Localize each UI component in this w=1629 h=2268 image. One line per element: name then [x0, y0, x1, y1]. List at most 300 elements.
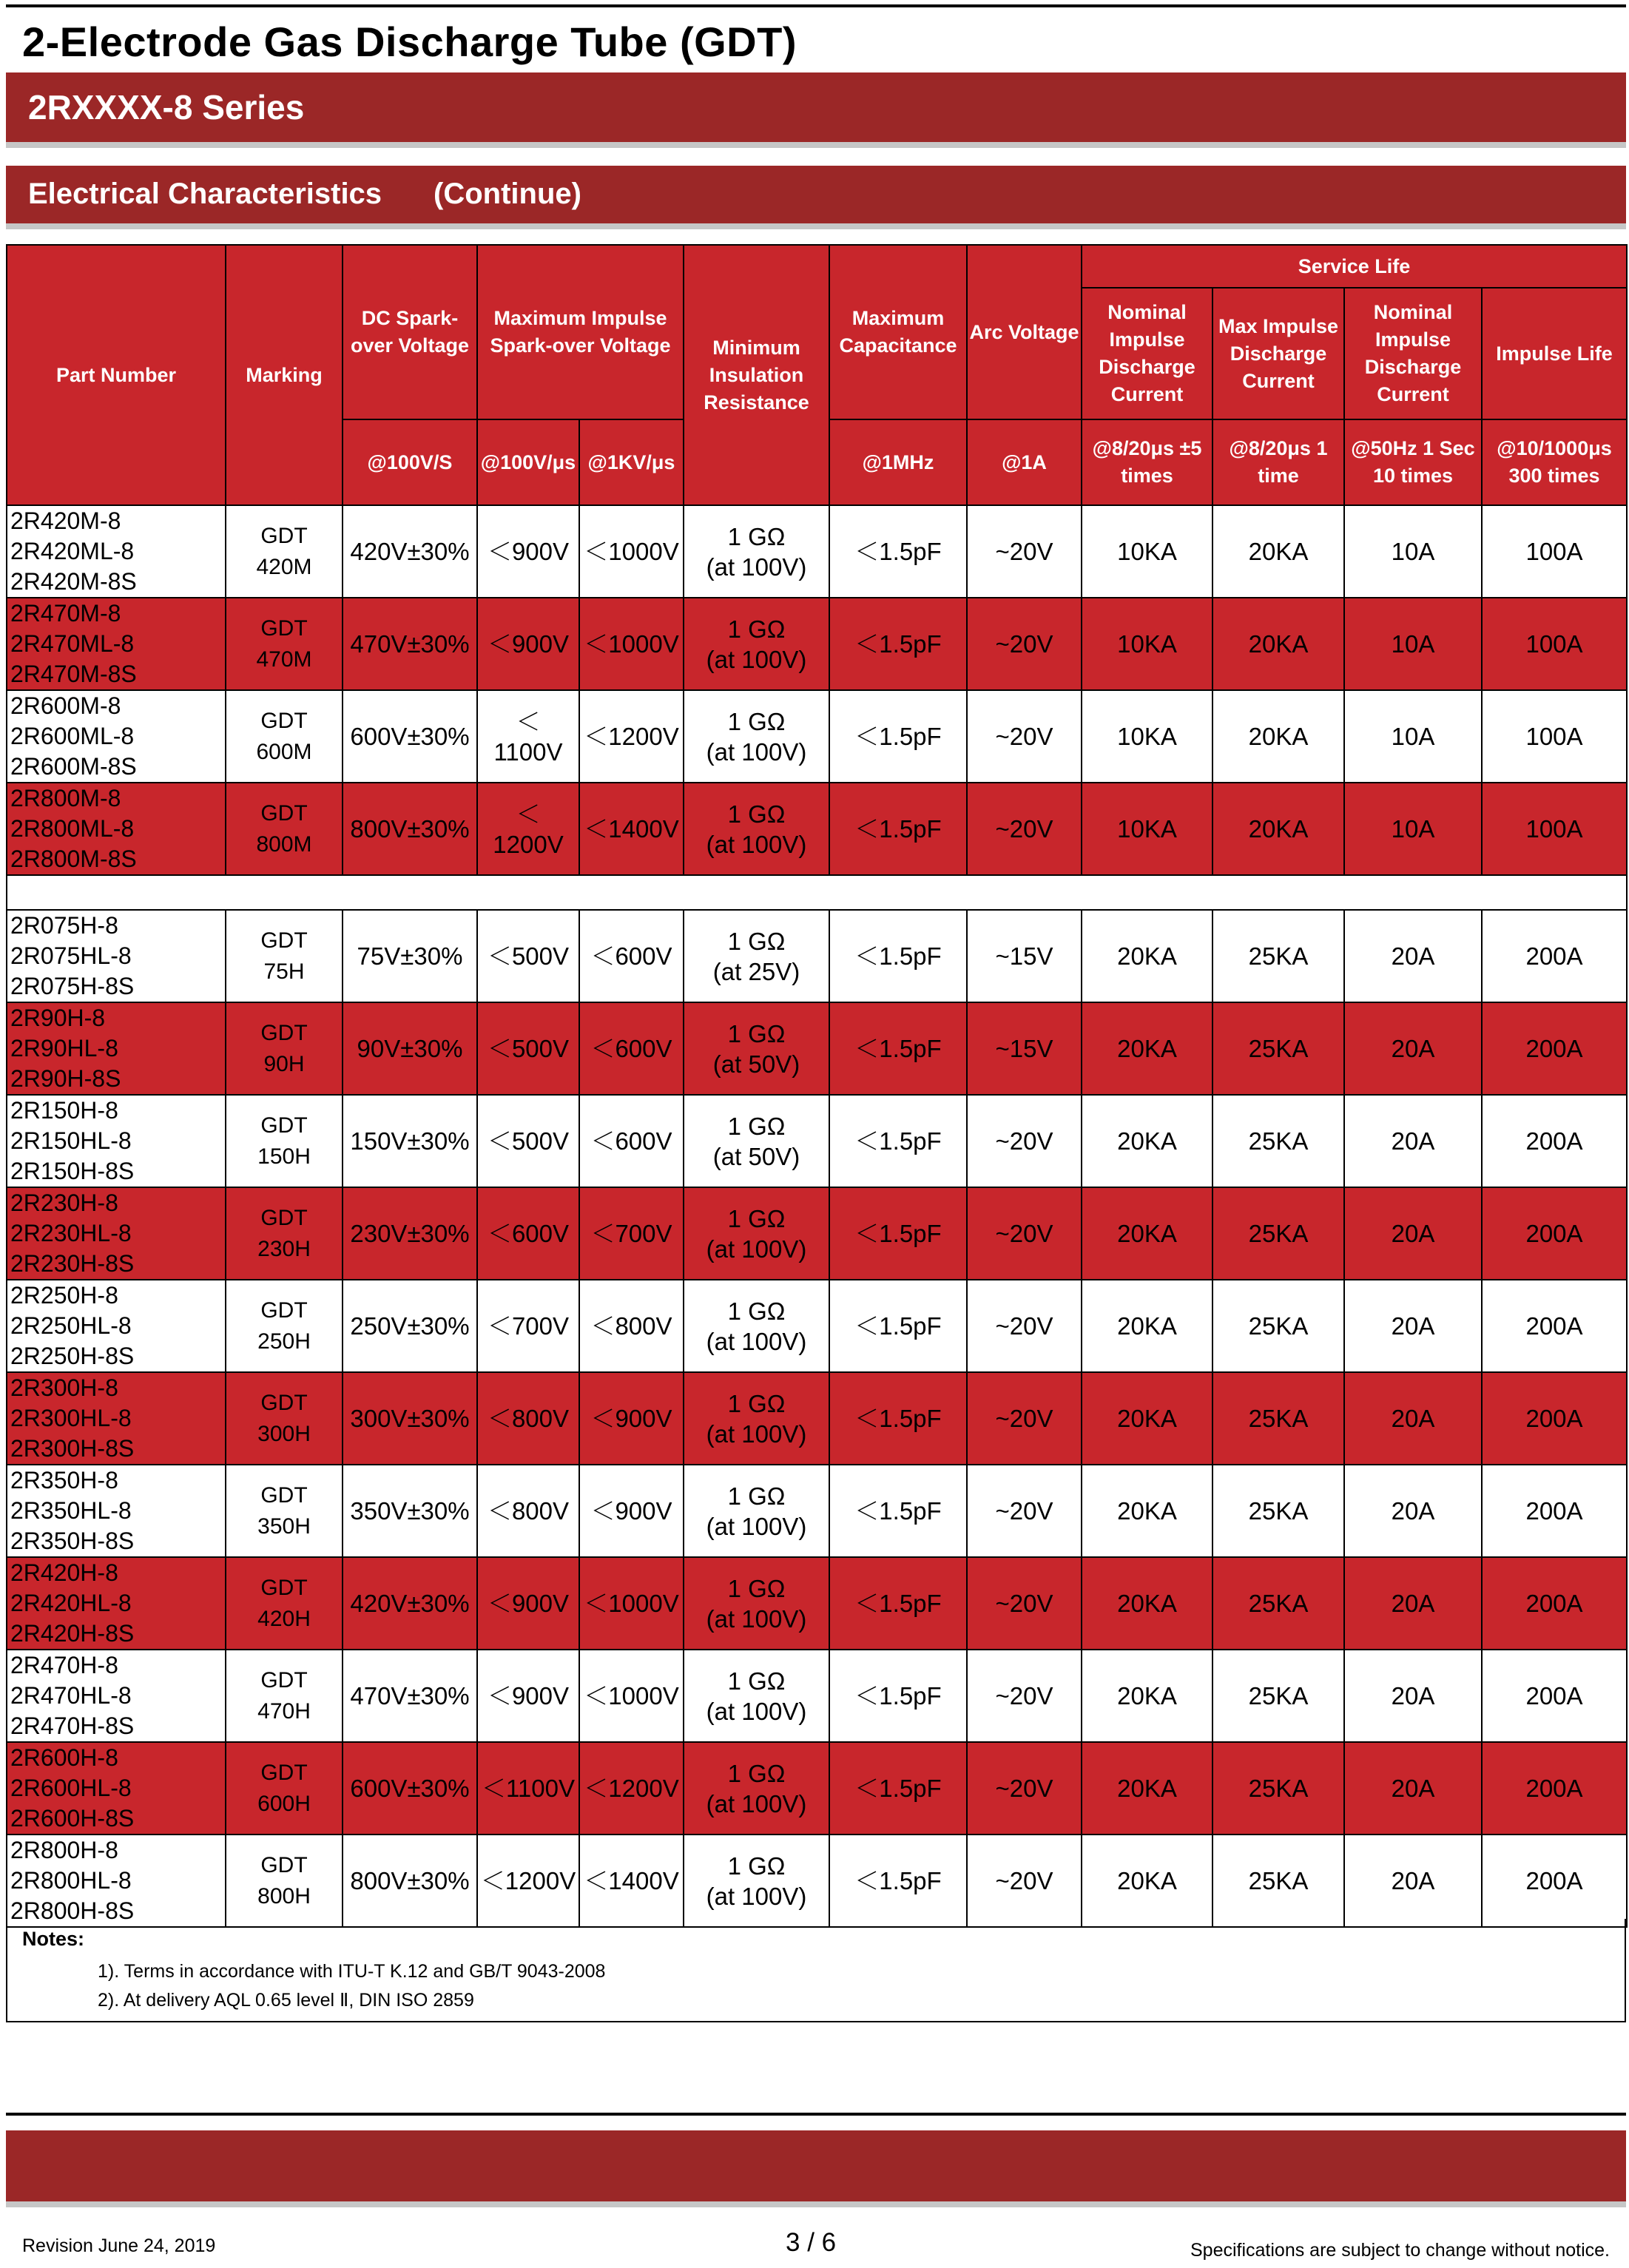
impulse-life-cell: 100A — [1482, 505, 1627, 598]
part-number-cell-line: 2R470H-8S — [10, 1712, 135, 1739]
marking-cell-line: GDT — [260, 928, 308, 953]
ac-current-cell: 10A — [1344, 783, 1482, 875]
marking-cell-line: 350H — [257, 1513, 311, 1539]
part-number-cell-line: 2R800H-8 — [10, 1837, 118, 1863]
disclaimer: Specifications are subject to change without notice. — [1190, 2240, 1610, 2261]
header-marking: Marking — [226, 245, 343, 505]
arc-voltage-cell: ~20V — [967, 783, 1082, 875]
impulse-life-cell: 100A — [1482, 690, 1627, 783]
insulation-cell — [684, 598, 829, 690]
marking-cell — [226, 1002, 343, 1095]
capacitance-cell: ＜1.5pF — [829, 1372, 967, 1465]
document-title: 2-Electrode Gas Discharge Tube (GDT) — [22, 18, 797, 65]
cond-arc: @1A — [967, 419, 1082, 505]
impulse-100-cell — [477, 1002, 579, 1095]
marking-cell — [226, 1187, 343, 1280]
dc-spark-cell: 800V±30% — [343, 783, 477, 875]
part-number-cell — [7, 1557, 226, 1650]
table-spacer-row — [7, 875, 1627, 910]
cond-imp-1k: @1KV/μs — [579, 419, 684, 505]
insulation-cell-line: (at 50V) — [712, 1142, 800, 1170]
part-number-cell-line: 2R300H-8S — [10, 1435, 135, 1462]
marking-cell-line: GDT — [260, 800, 308, 826]
insulation-cell-line: 1 GΩ — [727, 707, 786, 735]
impulse-life-cell: 200A — [1482, 910, 1627, 1002]
dc-spark-cell: 350V±30% — [343, 1465, 477, 1557]
impulse-life-cell: 200A — [1482, 1742, 1627, 1835]
capacitance-cell: ＜1.5pF — [829, 1187, 967, 1280]
ac-current-cell: 20A — [1344, 1465, 1482, 1557]
marking-cell-line: GDT — [260, 1852, 308, 1877]
impulse-1k-cell: ＜900V — [579, 1465, 684, 1557]
arc-voltage-cell: ~15V — [967, 910, 1082, 1002]
electrical-characteristics-table — [6, 244, 1628, 1928]
part-number-cell-line: 2R075H-8S — [10, 973, 135, 999]
dc-spark-cell: 90V±30% — [343, 1002, 477, 1095]
nominal-current-cell: 20KA — [1082, 1557, 1213, 1650]
nominal-current-cell: 20KA — [1082, 1650, 1213, 1742]
impulse-100-cell-line: ＜500V — [487, 1127, 570, 1155]
cond-ac: @50Hz 1 Sec 10 times — [1344, 419, 1482, 505]
impulse-life-cell: 100A — [1482, 598, 1627, 690]
insulation-cell-line: 1 GΩ — [727, 800, 786, 828]
marking-cell-line: 420M — [256, 554, 312, 579]
header-max-impulse-discharge: Max Impulse Discharge Current — [1213, 288, 1344, 419]
part-number-cell-line: 2R90H-8S — [10, 1065, 121, 1092]
part-number-cell — [7, 1187, 226, 1280]
insulation-cell — [684, 1742, 829, 1835]
marking-cell-line: GDT — [260, 1020, 308, 1045]
part-number-cell-line: 2R150HL-8 — [10, 1127, 132, 1154]
part-number-cell-line: 2R420H-8 — [10, 1559, 118, 1586]
part-number-cell-line: 2R600HL-8 — [10, 1775, 132, 1801]
series-title: 2RXXXX-8 Series — [28, 88, 305, 126]
insulation-cell — [684, 910, 829, 1002]
part-number-cell-line: 2R600H-8S — [10, 1805, 135, 1832]
max-current-cell: 20KA — [1213, 783, 1344, 875]
insulation-cell-line: 1 GΩ — [727, 1482, 786, 1510]
marking-cell-line: 150H — [257, 1144, 311, 1169]
dc-spark-cell: 800V±30% — [343, 1835, 477, 1927]
impulse-1k-cell: ＜1000V — [579, 598, 684, 690]
marking-cell-line: GDT — [260, 1482, 308, 1508]
arc-voltage-cell: ~20V — [967, 1280, 1082, 1372]
insulation-cell-line: 1 GΩ — [727, 1852, 786, 1880]
header-arc-voltage: Arc Voltage — [967, 245, 1082, 419]
table-row — [7, 1465, 1627, 1557]
max-current-cell: 20KA — [1213, 598, 1344, 690]
marking-cell — [226, 598, 343, 690]
part-number-cell-line: 2R470M-8 — [10, 600, 121, 627]
impulse-100-cell-line: ＜900V — [487, 1682, 570, 1710]
table-row — [7, 1280, 1627, 1372]
header-max-impulse: Maximum Impulse Spark-over Voltage — [477, 245, 684, 419]
part-number-cell-line: 2R420M-8S — [10, 568, 137, 595]
max-current-cell: 20KA — [1213, 690, 1344, 783]
insulation-cell-line: 1 GΩ — [727, 615, 786, 643]
insulation-cell-line: (at 100V) — [706, 553, 807, 581]
insulation-cell — [684, 1557, 829, 1650]
impulse-life-cell: 200A — [1482, 1187, 1627, 1280]
impulse-1k-cell: ＜600V — [579, 1002, 684, 1095]
insulation-cell-line: (at 100V) — [706, 1882, 807, 1910]
insulation-cell-line: 1 GΩ — [727, 1667, 786, 1695]
marking-cell-line: GDT — [260, 1667, 308, 1692]
table-row — [7, 783, 1627, 875]
marking-cell — [226, 1742, 343, 1835]
arc-voltage-cell: ~20V — [967, 1465, 1082, 1557]
max-current-cell: 25KA — [1213, 1557, 1344, 1650]
nominal-current-cell: 20KA — [1082, 1187, 1213, 1280]
impulse-life-cell: 200A — [1482, 1835, 1627, 1927]
arc-voltage-cell: ~20V — [967, 690, 1082, 783]
ac-current-cell: 20A — [1344, 1187, 1482, 1280]
insulation-cell-line: 1 GΩ — [727, 1204, 786, 1232]
nominal-current-cell: 20KA — [1082, 910, 1213, 1002]
nominal-current-cell: 20KA — [1082, 1280, 1213, 1372]
marking-cell-line: 600H — [257, 1791, 311, 1816]
impulse-100-cell-line: ＜800V — [487, 1497, 570, 1525]
nominal-current-cell: 20KA — [1082, 1465, 1213, 1557]
marking-cell-line: 800M — [256, 831, 312, 857]
impulse-1k-cell: ＜1200V — [579, 1742, 684, 1835]
cond-max: @8/20μs 1 time — [1213, 419, 1344, 505]
capacitance-cell: ＜1.5pF — [829, 1650, 967, 1742]
impulse-100-cell — [477, 1835, 579, 1927]
dc-spark-cell: 230V±30% — [343, 1187, 477, 1280]
marking-cell-line: 230H — [257, 1236, 311, 1261]
max-current-cell: 25KA — [1213, 1650, 1344, 1742]
ac-current-cell: 20A — [1344, 1742, 1482, 1835]
capacitance-cell: ＜1.5pF — [829, 505, 967, 598]
insulation-cell-line: 1 GΩ — [727, 1112, 786, 1140]
part-number-cell-line: 2R230H-8 — [10, 1189, 118, 1216]
impulse-100-cell-line: ＜900V — [487, 538, 570, 565]
marking-cell-line: 600M — [256, 739, 312, 764]
part-number-cell — [7, 1095, 226, 1187]
impulse-100-cell — [477, 1557, 579, 1650]
marking-cell — [226, 783, 343, 875]
nominal-current-cell: 20KA — [1082, 1372, 1213, 1465]
part-number-cell-line: 2R800H-8S — [10, 1897, 135, 1924]
impulse-1k-cell: ＜800V — [579, 1280, 684, 1372]
impulse-100-cell-line: ＜700V — [487, 1312, 570, 1340]
capacitance-cell: ＜1.5pF — [829, 1557, 967, 1650]
marking-cell-line: GDT — [260, 615, 308, 641]
max-current-cell: 25KA — [1213, 1002, 1344, 1095]
dc-spark-cell: 75V±30% — [343, 910, 477, 1002]
nominal-current-cell: 10KA — [1082, 783, 1213, 875]
table-row — [7, 1742, 1627, 1835]
part-number-cell — [7, 1465, 226, 1557]
part-number-cell — [7, 1280, 226, 1372]
arc-voltage-cell: ~20V — [967, 1835, 1082, 1927]
dc-spark-cell: 150V±30% — [343, 1095, 477, 1187]
impulse-100-cell — [477, 1280, 579, 1372]
part-number-cell-line: 2R600ML-8 — [10, 723, 135, 749]
arc-voltage-cell: ~20V — [967, 598, 1082, 690]
impulse-100-cell — [477, 598, 579, 690]
table-row — [7, 910, 1627, 1002]
impulse-life-cell: 200A — [1482, 1557, 1627, 1650]
dc-spark-cell: 250V±30% — [343, 1280, 477, 1372]
insulation-cell-line: (at 100V) — [706, 830, 807, 858]
dc-spark-cell: 420V±30% — [343, 505, 477, 598]
impulse-100-cell-line: ＜900V — [487, 1590, 570, 1617]
cond-capacitance: @1MHz — [829, 419, 967, 505]
impulse-1k-cell: ＜1400V — [579, 1835, 684, 1927]
impulse-life-cell: 200A — [1482, 1650, 1627, 1742]
table-row — [7, 1372, 1627, 1465]
part-number-cell-line: 2R90H-8 — [10, 1005, 106, 1031]
insulation-cell — [684, 1650, 829, 1742]
part-number-cell-line: 2R250H-8 — [10, 1282, 118, 1309]
ac-current-cell: 20A — [1344, 1095, 1482, 1187]
insulation-cell-line: 1 GΩ — [727, 1297, 786, 1325]
table-row — [7, 1557, 1627, 1650]
ac-current-cell: 10A — [1344, 505, 1482, 598]
insulation-cell-line: (at 100V) — [706, 645, 807, 673]
insulation-cell-line: 1 GΩ — [727, 522, 786, 550]
marking-cell — [226, 1095, 343, 1187]
max-current-cell: 25KA — [1213, 1465, 1344, 1557]
notes-box — [6, 1919, 1626, 2022]
impulse-100-cell-line: ＜ — [516, 800, 541, 828]
insulation-cell — [684, 1465, 829, 1557]
ac-current-cell: 20A — [1344, 1002, 1482, 1095]
cond-imp-100: @100V/μs — [477, 419, 579, 505]
impulse-life-cell: 200A — [1482, 1372, 1627, 1465]
impulse-life-cell: 200A — [1482, 1280, 1627, 1372]
impulse-1k-cell: ＜1000V — [579, 1650, 684, 1742]
insulation-cell-line: 1 GΩ — [727, 927, 786, 955]
part-number-cell — [7, 690, 226, 783]
insulation-cell-line: (at 100V) — [706, 1327, 807, 1355]
ac-current-cell: 20A — [1344, 1650, 1482, 1742]
max-current-cell: 25KA — [1213, 1187, 1344, 1280]
marking-cell-line: 250H — [257, 1329, 311, 1354]
marking-cell-line: 90H — [263, 1051, 305, 1076]
impulse-100-cell — [477, 505, 579, 598]
dc-spark-cell: 470V±30% — [343, 1650, 477, 1742]
capacitance-cell: ＜1.5pF — [829, 598, 967, 690]
impulse-100-cell — [477, 1742, 579, 1835]
part-number-cell-line: 2R800HL-8 — [10, 1867, 132, 1894]
max-current-cell: 25KA — [1213, 1095, 1344, 1187]
marking-cell-line: 800H — [257, 1883, 311, 1908]
impulse-100-cell-line: ＜600V — [487, 1220, 570, 1247]
table-row — [7, 1650, 1627, 1742]
max-current-cell: 25KA — [1213, 1835, 1344, 1927]
ac-current-cell: 20A — [1344, 1280, 1482, 1372]
impulse-1k-cell: ＜1000V — [579, 1557, 684, 1650]
footer-banner — [6, 2130, 1626, 2201]
header-impulse-life: Impulse Life — [1482, 288, 1627, 419]
impulse-1k-cell: ＜1400V — [579, 783, 684, 875]
header-service-life: Service Life — [1082, 245, 1627, 288]
part-number-cell-line: 2R075HL-8 — [10, 942, 132, 969]
impulse-100-cell-line: ＜500V — [487, 1035, 570, 1062]
section-banner — [6, 166, 1626, 223]
arc-voltage-cell: ~20V — [967, 1557, 1082, 1650]
cond-dc: @100V/S — [343, 419, 477, 505]
marking-cell-line: 470H — [257, 1698, 311, 1724]
insulation-cell — [684, 690, 829, 783]
part-number-cell — [7, 505, 226, 598]
marking-cell — [226, 505, 343, 598]
insulation-cell-line: (at 100V) — [706, 1697, 807, 1725]
impulse-life-cell: 200A — [1482, 1002, 1627, 1095]
part-number-cell — [7, 783, 226, 875]
insulation-cell-line: (at 100V) — [706, 1604, 807, 1633]
ac-current-cell: 20A — [1344, 910, 1482, 1002]
nominal-current-cell: 20KA — [1082, 1002, 1213, 1095]
impulse-100-cell — [477, 910, 579, 1002]
series-banner — [6, 72, 1626, 142]
impulse-100-cell — [477, 1650, 579, 1742]
part-number-cell-line: 2R90HL-8 — [10, 1035, 118, 1062]
insulation-cell-line: (at 50V) — [712, 1050, 800, 1078]
part-number-cell — [7, 598, 226, 690]
nominal-current-cell: 20KA — [1082, 1095, 1213, 1187]
max-current-cell: 20KA — [1213, 505, 1344, 598]
part-number-cell-line: 2R600M-8 — [10, 692, 121, 719]
insulation-cell — [684, 783, 829, 875]
impulse-life-cell: 100A — [1482, 783, 1627, 875]
marking-cell-line: 470M — [256, 647, 312, 672]
table-row — [7, 598, 1627, 690]
marking-cell-line: GDT — [260, 708, 308, 733]
impulse-100-cell-line: ＜500V — [487, 942, 570, 970]
nominal-current-cell: 10KA — [1082, 505, 1213, 598]
table-body — [7, 505, 1627, 1927]
dc-spark-cell: 470V±30% — [343, 598, 477, 690]
header-max-capacitance: Maximum Capacitance — [829, 245, 967, 419]
marking-cell — [226, 910, 343, 1002]
capacitance-cell: ＜1.5pF — [829, 1742, 967, 1835]
page-number: 3 / 6 — [786, 2228, 837, 2257]
top-rule — [6, 4, 1626, 7]
part-number-cell-line: 2R300H-8 — [10, 1374, 118, 1401]
insulation-cell-line: 1 GΩ — [727, 1574, 786, 1602]
arc-voltage-cell: ~20V — [967, 1187, 1082, 1280]
header-part-number: Part Number — [7, 245, 226, 505]
table-row — [7, 1002, 1627, 1095]
table-row — [7, 505, 1627, 598]
impulse-1k-cell: ＜600V — [579, 910, 684, 1002]
nominal-current-cell: 20KA — [1082, 1835, 1213, 1927]
impulse-100-cell — [477, 1095, 579, 1187]
marking-cell-line: GDT — [260, 1390, 308, 1415]
impulse-100-cell-line: ＜900V — [487, 630, 570, 658]
table-row — [7, 1095, 1627, 1187]
arc-voltage-cell: ~20V — [967, 505, 1082, 598]
part-number-cell-line: 2R150H-8S — [10, 1158, 135, 1184]
arc-voltage-cell: ~20V — [967, 1742, 1082, 1835]
impulse-100-cell-line: 1200V — [493, 830, 564, 858]
capacitance-cell: ＜1.5pF — [829, 1835, 967, 1927]
cond-nominal: @8/20μs ±5 times — [1082, 419, 1213, 505]
ac-current-cell: 20A — [1344, 1372, 1482, 1465]
max-current-cell: 25KA — [1213, 1280, 1344, 1372]
part-number-cell — [7, 1742, 226, 1835]
impulse-100-cell-line: ＜1200V — [480, 1867, 576, 1894]
part-number-cell-line: 2R800ML-8 — [10, 815, 135, 842]
revision-date: Revision June 24, 2019 — [22, 2235, 216, 2256]
part-number-cell — [7, 1835, 226, 1927]
impulse-life-cell: 200A — [1482, 1465, 1627, 1557]
insulation-cell-line: (at 100V) — [706, 738, 807, 766]
part-number-cell-line: 2R470H-8 — [10, 1652, 118, 1678]
marking-cell — [226, 690, 343, 783]
part-number-cell-line: 2R800M-8S — [10, 846, 137, 872]
capacitance-cell: ＜1.5pF — [829, 1465, 967, 1557]
note-item: 2). At delivery AQL 0.65 level Ⅱ, DIN ISO 2859 — [98, 1990, 474, 2011]
impulse-100-cell — [477, 1372, 579, 1465]
marking-cell-line: GDT — [260, 523, 308, 548]
marking-cell-line: 420H — [257, 1606, 311, 1631]
nominal-current-cell: 10KA — [1082, 598, 1213, 690]
impulse-100-cell-line: ＜1100V — [482, 1775, 575, 1802]
note-item: 1). Terms in accordance with ITU-T K.12 and GB/T 9043-2008 — [98, 1961, 606, 1982]
capacitance-cell: ＜1.5pF — [829, 910, 967, 1002]
capacitance-cell: ＜1.5pF — [829, 783, 967, 875]
header-nominal-impulse-ac: Nominal Impulse Discharge Current — [1344, 288, 1482, 419]
max-current-cell: 25KA — [1213, 1742, 1344, 1835]
part-number-cell-line: 2R350H-8S — [10, 1528, 135, 1554]
dc-spark-cell: 300V±30% — [343, 1372, 477, 1465]
max-current-cell: 25KA — [1213, 910, 1344, 1002]
part-number-cell — [7, 910, 226, 1002]
impulse-100-cell — [477, 1187, 579, 1280]
table-row — [7, 1187, 1627, 1280]
marking-cell — [226, 1372, 343, 1465]
part-number-cell-line: 2R300HL-8 — [10, 1405, 132, 1431]
marking-cell-line: GDT — [260, 1760, 308, 1785]
insulation-cell — [684, 1095, 829, 1187]
marking-cell-line: 300H — [257, 1421, 311, 1446]
arc-voltage-cell: ~20V — [967, 1095, 1082, 1187]
insulation-cell — [684, 1187, 829, 1280]
insulation-cell — [684, 1002, 829, 1095]
nominal-current-cell: 20KA — [1082, 1742, 1213, 1835]
marking-cell-line: GDT — [260, 1297, 308, 1323]
impulse-1k-cell: ＜1000V — [579, 505, 684, 598]
capacitance-cell: ＜1.5pF — [829, 690, 967, 783]
insulation-cell — [684, 505, 829, 598]
impulse-1k-cell: ＜700V — [579, 1187, 684, 1280]
header-dc-spark: DC Spark-over Voltage — [343, 245, 477, 419]
nominal-current-cell: 10KA — [1082, 690, 1213, 783]
arc-voltage-cell: ~20V — [967, 1650, 1082, 1742]
insulation-cell-line: 1 GΩ — [727, 1389, 786, 1417]
part-number-cell-line: 2R150H-8 — [10, 1097, 118, 1124]
max-current-cell: 25KA — [1213, 1372, 1344, 1465]
impulse-1k-cell: ＜1200V — [579, 690, 684, 783]
marking-cell-line: 75H — [263, 959, 305, 984]
impulse-1k-cell: ＜900V — [579, 1372, 684, 1465]
bottom-rule — [6, 2113, 1626, 2116]
part-number-cell-line: 2R350H-8 — [10, 1467, 118, 1494]
insulation-cell-line: (at 25V) — [712, 957, 800, 985]
notes-title: Notes: — [22, 1928, 85, 1950]
insulation-cell-line: (at 100V) — [706, 1512, 807, 1540]
part-number-cell-line: 2R600M-8S — [10, 753, 137, 780]
marking-cell — [226, 1835, 343, 1927]
part-number-cell-line: 2R800M-8 — [10, 785, 121, 811]
part-number-cell-line: 2R350HL-8 — [10, 1497, 132, 1524]
section-suffix: (Continue) — [434, 178, 581, 210]
